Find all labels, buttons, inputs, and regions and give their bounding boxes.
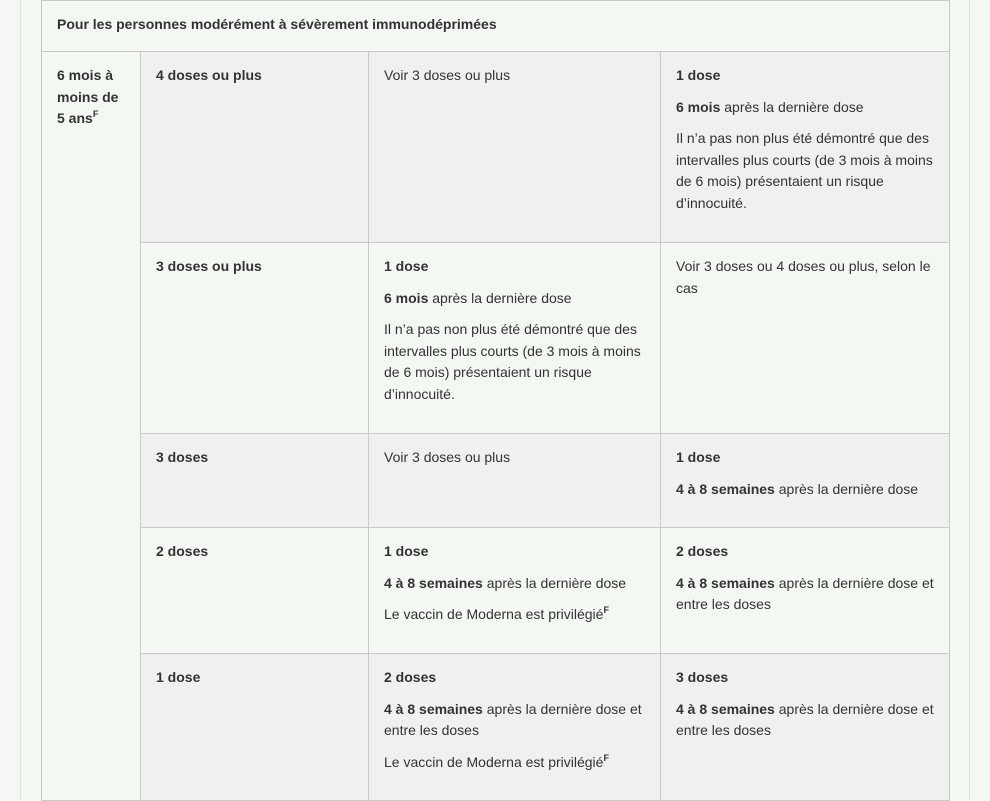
note-text: Le vaccin de Moderna est privilégié <box>384 606 604 622</box>
interval-rest: après la dernière dose et entre les doses <box>676 574 934 612</box>
recommendation-cell <box>369 243 661 434</box>
interval-bold: 4 à 8 semaines <box>676 574 775 591</box>
prior-doses-cell: 3 doses ou plus <box>141 243 369 434</box>
table-section-heading: Pour les personnes modérément à sévèrement immunodéprimées <box>42 1 950 52</box>
interval-text <box>676 699 934 742</box>
recommendation-cell <box>661 434 950 528</box>
dose-count: 1 dose <box>384 543 429 559</box>
safety-note: Il n’a pas non plus été démontré que des intervalles plus courts (de 3 mois à moins de 6 mois) présentaient un risque d’innocuité. <box>384 321 641 402</box>
note-text: Le vaccin de Moderna est privilégié <box>384 753 604 770</box>
recommendation-cell <box>369 654 661 801</box>
dose-count: 2 doses <box>676 543 729 559</box>
table-row <box>42 528 950 654</box>
dose-count: 3 doses <box>676 669 729 685</box>
footnote-marker: F <box>603 605 609 615</box>
interval-rest: après la dernière dose et entre les doses <box>676 700 934 738</box>
cross-reference-text: Voir 3 doses ou plus <box>384 449 511 465</box>
interval-text <box>384 699 645 742</box>
recommendation-cell <box>661 654 950 801</box>
recommendation-cell <box>661 528 950 654</box>
age-group-label: 6 mois à moins de 5 ans <box>57 67 119 126</box>
recommendation-cell <box>369 52 661 243</box>
interval-rest: après la dernière dose <box>720 98 864 115</box>
table-row <box>42 654 950 801</box>
prior-doses-cell: 4 doses ou plus <box>141 52 369 243</box>
interval-bold: 4 à 8 semaines <box>384 574 483 591</box>
immunocompromised-dose-table <box>41 0 950 801</box>
cross-reference-text: Voir 3 doses ou plus <box>384 67 511 83</box>
interval-text <box>676 479 934 501</box>
age-group-cell <box>42 52 141 801</box>
prior-doses-cell: 3 doses <box>141 434 369 528</box>
interval-text <box>384 573 645 595</box>
interval-bold: 6 mois <box>676 98 721 115</box>
prior-doses-cell: 2 doses <box>141 528 369 654</box>
interval-bold: 4 à 8 semaines <box>676 700 775 717</box>
recommendation-cell <box>369 528 661 654</box>
table-row <box>42 434 950 528</box>
cross-reference-text: Voir 3 doses ou 4 doses ou plus, selon le cas <box>676 258 931 296</box>
recommendation-cell <box>661 52 950 243</box>
interval-bold: 6 mois <box>384 289 429 306</box>
interval-text <box>384 288 645 310</box>
interval-text <box>676 573 934 616</box>
interval-rest: après la dernière dose <box>428 289 572 306</box>
table-row <box>42 243 950 434</box>
interval-bold: 4 à 8 semaines <box>384 700 483 717</box>
dose-count: 1 dose <box>676 67 721 83</box>
recommendation-cell <box>661 243 950 434</box>
interval-bold: 4 à 8 semaines <box>676 480 775 497</box>
recommendation-cell <box>369 434 661 528</box>
vaccine-preference-note <box>384 752 645 774</box>
dose-count: 1 dose <box>676 449 721 465</box>
interval-rest: après la dernière dose et entre les doses <box>384 700 642 738</box>
interval-rest: après la dernière dose <box>482 574 627 591</box>
dose-count: 1 dose <box>384 258 429 274</box>
dose-count: 2 doses <box>384 669 437 685</box>
interval-text <box>676 97 934 119</box>
interval-rest: après la dernière dose <box>774 480 919 497</box>
vaccine-preference-note <box>384 604 645 626</box>
footnote-marker: F <box>92 109 99 119</box>
table-row <box>42 52 950 243</box>
footnote-marker: F <box>603 752 609 763</box>
prior-doses-cell: 1 dose <box>141 654 369 801</box>
safety-note: Il n’a pas non plus été démontré que des intervalles plus courts (de 3 mois à moins de 6 mois) présentaient un risque d’innocuité. <box>676 130 933 211</box>
table-header-row <box>42 1 950 52</box>
